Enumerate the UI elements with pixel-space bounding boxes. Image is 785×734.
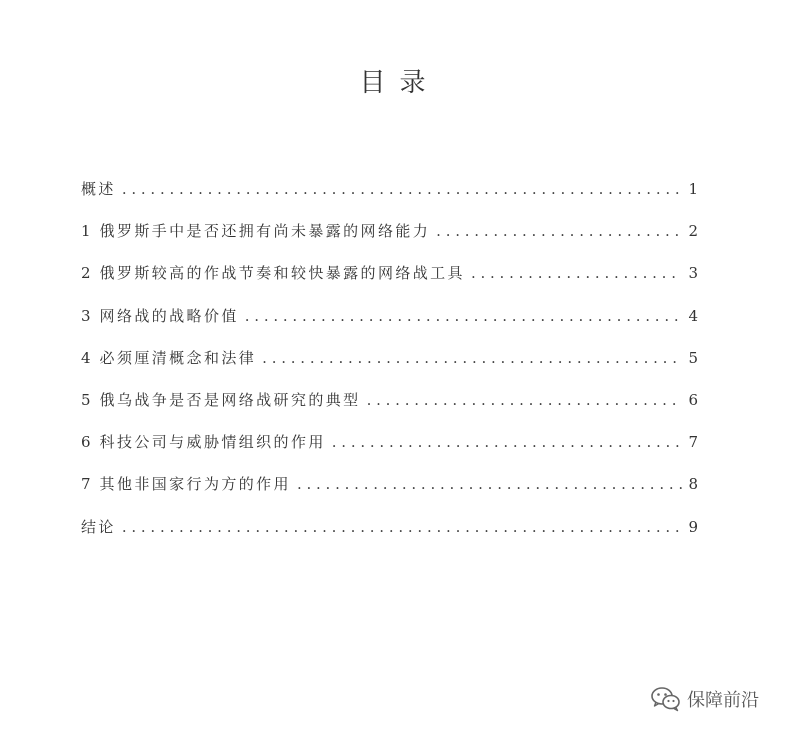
toc-entry [81,305,698,347]
toc-leader-dots [297,475,682,493]
toc-entry [81,389,698,431]
toc-entry-page: 4 [688,306,698,325]
toc-entry-label: 其他非国家行为方的作用 [99,475,291,494]
toc-entry [81,347,698,389]
toc-entry-label: 科技公司与威胁情组织的作用 [99,433,326,452]
toc-entry-label: 俄罗斯较高的作战节奏和较快暴露的网络战工具 [99,264,465,283]
toc-entry-label: 俄乌战争是否是网络战研究的典型 [99,390,361,409]
toc-leader-dots [367,391,682,409]
toc-entry-number: 7 [81,475,91,494]
table-of-contents [81,178,698,558]
toc-entry-label: 必须厘清概念和法律 [99,348,257,367]
toc-entry-page: 2 [688,222,698,241]
toc-entry-label: 俄罗斯手中是否还拥有尚未暴露的网络能力 [99,222,431,241]
toc-entry-number: 5 [81,390,91,409]
toc-entry [81,431,698,473]
toc-entry [81,516,698,558]
toc-leader-dots [332,433,682,451]
toc-leader-dots [122,518,682,536]
toc-entry-number: 6 [81,433,91,452]
toc-entry-number: 3 [81,306,91,325]
toc-entry-page: 9 [688,517,698,536]
page-title: 目录 [359,68,440,98]
toc-entry-number: 4 [81,348,91,367]
toc-entry [81,262,698,304]
toc-entry-label: 概述 [81,180,116,198]
toc-entry-page: 1 [688,180,698,198]
toc-leader-dots [471,264,682,282]
toc-entry-page: 7 [688,433,698,452]
wechat-icon [651,686,681,712]
watermark [651,686,759,712]
toc-leader-dots [262,349,682,367]
toc-entry-page: 6 [688,390,698,409]
toc-entry [81,178,698,220]
toc-entry-page: 3 [688,264,698,283]
watermark-text: 保障前沿 [687,690,759,711]
toc-entry [81,473,698,515]
toc-entry-page: 5 [688,348,698,367]
toc-leader-dots [436,222,682,240]
toc-leader-dots [122,180,682,198]
toc-leader-dots [245,307,682,325]
toc-entry-page: 8 [688,475,698,494]
toc-entry [81,220,698,262]
toc-entry-number: 1 [81,222,91,241]
toc-entry-number: 2 [81,264,91,283]
toc-entry-label: 结论 [81,517,116,536]
toc-entry-label: 网络战的战略价值 [99,306,239,325]
